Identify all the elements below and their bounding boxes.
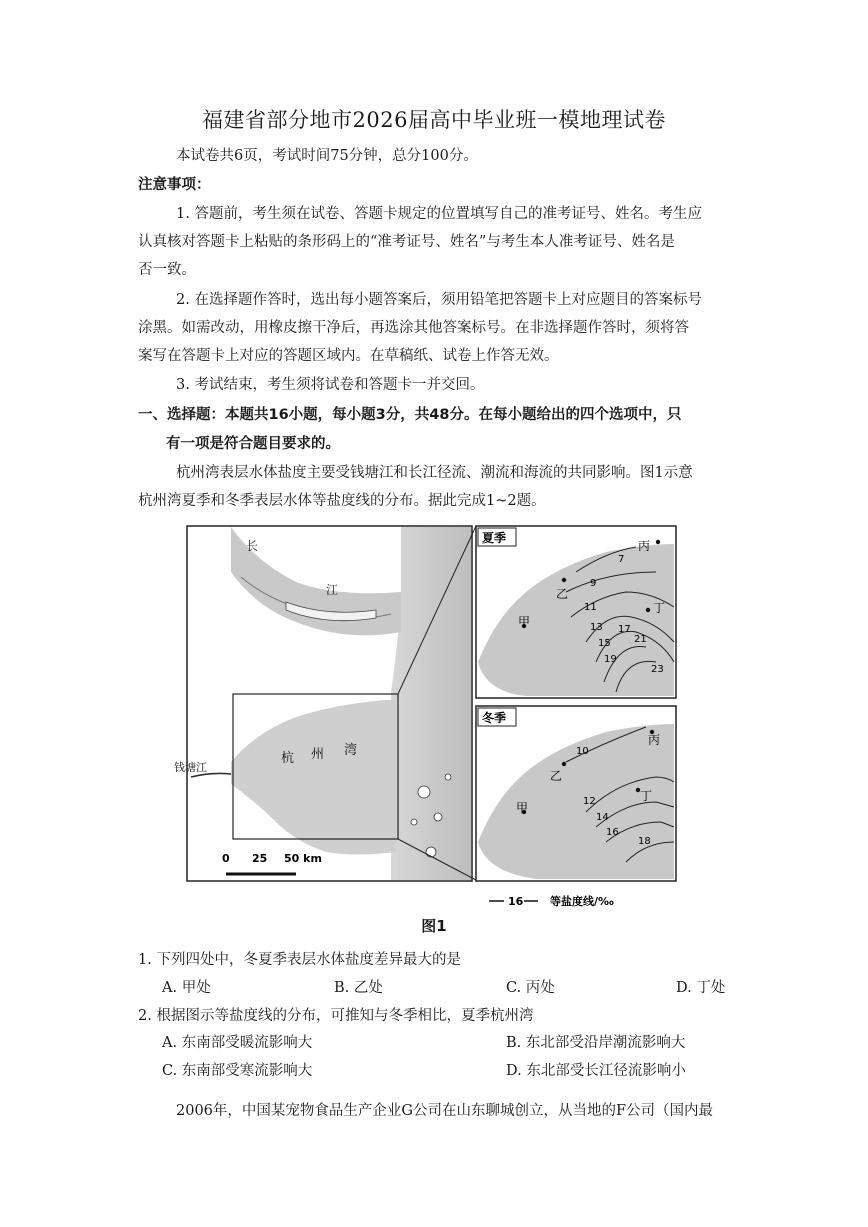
figure-caption: 图1 xyxy=(421,917,447,935)
label-jiang: 江 xyxy=(326,583,339,597)
winter-point-ding: 丁 xyxy=(640,789,653,803)
summer-iso-17: 17 xyxy=(618,624,631,635)
passage-line-2: 杭州湾夏季和冬季表层水体等盐度线的分布。据此完成1~2题。 xyxy=(138,493,546,509)
page-title: 福建省部分地市2026届高中毕业班一模地理试卷 xyxy=(202,108,666,132)
notice-2-line-3: 案写在答题卡上对应的答题区域内。在草稿纸、试卷上作答无效。 xyxy=(138,348,559,364)
summer-iso-7: 7 xyxy=(618,554,625,565)
winter-point-bing: 丙 xyxy=(648,733,661,747)
notice-heading: 注意事项： xyxy=(138,177,211,193)
scale-end: 50 km xyxy=(284,852,322,865)
summer-iso-15: 15 xyxy=(598,638,611,649)
notice-3: 3. 考试结束，考生须将试卷和答题卡一并交回。 xyxy=(176,377,485,393)
notice-2-line-2: 涂黑。如需改动，用橡皮擦干净后，再选涂其他答案标号。在非选择题作答时，须将答 xyxy=(138,320,689,336)
section-heading-line-1: 一、选择题：本题共16小题，每小题3分，共48分。在每小题给出的四个选项中，只 xyxy=(138,407,682,423)
winter-panel xyxy=(476,706,676,881)
summer-iso-11: 11 xyxy=(584,602,597,613)
winter-label: 冬季 xyxy=(482,711,507,725)
section-heading-line-2: 有一项是符合题目要求的。 xyxy=(166,436,340,452)
q1-option-d: D. 丁处 xyxy=(676,980,726,996)
winter-point-jia: 甲 xyxy=(516,801,529,815)
q1-option-a: A. 甲处 xyxy=(162,980,211,996)
next-passage: 2006年，中国某宠物食品生产企业G公司在山东聊城创立，从当地的F公司（国内最 xyxy=(176,1103,714,1119)
summer-iso-23: 23 xyxy=(651,664,664,675)
q2-option-c: C. 东南部受寒流影响大 xyxy=(162,1063,313,1079)
label-hang: 杭 xyxy=(281,751,295,766)
salinity-map-figure xyxy=(174,522,686,912)
winter-iso-18: 18 xyxy=(638,836,651,847)
summer-panel xyxy=(476,526,676,698)
label-wan: 湾 xyxy=(344,743,358,758)
winter-iso-12: 12 xyxy=(583,796,596,807)
summer-point-jia: 甲 xyxy=(518,615,531,629)
q1-option-b: B. 乙处 xyxy=(334,980,383,996)
summer-label: 夏季 xyxy=(482,531,507,545)
summer-point-ding: 丁 xyxy=(653,601,666,615)
salinity-map xyxy=(174,522,686,912)
summer-point-bing: 丙 xyxy=(638,539,651,553)
summer-iso-21: 21 xyxy=(634,634,647,645)
notice-1-line-2: 认真核对答题卡上粘贴的条形码上的“准考证号、姓名”与考生本人准考证号、姓名是 xyxy=(138,234,675,250)
q1-stem: 1. 下列四处中，冬夏季表层水体盐度差异最大的是 xyxy=(138,952,461,968)
winter-iso-16: 16 xyxy=(606,827,619,838)
scale-mid: 25 xyxy=(252,852,268,865)
summer-iso-19: 19 xyxy=(604,654,617,665)
summer-point-yi: 乙 xyxy=(556,587,569,601)
winter-point-yi: 乙 xyxy=(550,769,563,783)
summer-iso-9: 9 xyxy=(590,578,597,589)
notice-2-line-1: 2. 在选择题作答时，选出每小题答案后，须用铅笔把答题卡上对应题目的答案标号 xyxy=(176,292,702,308)
notice-1-line-3: 否一致。 xyxy=(138,262,196,278)
q2-option-b: B. 东北部受沿岸潮流影响大 xyxy=(506,1035,686,1051)
passage-line-1: 杭州湾表层水体盐度主要受钱塘江和长江径流、潮流和海流的共同影响。图1示意 xyxy=(176,465,693,481)
winter-iso-14: 14 xyxy=(596,812,609,823)
exam-intro: 本试卷共6页，考试时间75分钟，总分100分。 xyxy=(176,148,478,164)
label-zhou: 州 xyxy=(311,747,325,762)
legend-text: 等盐度线/‰ xyxy=(550,895,614,908)
q2-option-d: D. 东北部受长江径流影响小 xyxy=(506,1063,686,1079)
summer-iso-13: 13 xyxy=(590,622,603,633)
q2-stem: 2. 根据图示等盐度线的分布，可推知与冬季相比，夏季杭州湾 xyxy=(138,1008,534,1024)
winter-iso-10: 10 xyxy=(576,746,589,757)
scale-zero: 0 xyxy=(222,852,230,865)
legend-value: 16 xyxy=(508,895,524,908)
label-qiantangjiang: 钱塘江 xyxy=(174,761,207,774)
sea-area xyxy=(391,527,471,880)
q2-option-a: A. 东南部受暖流影响大 xyxy=(162,1035,313,1051)
q1-option-c: C. 丙处 xyxy=(506,980,555,996)
label-chang: 长 xyxy=(246,539,259,553)
notice-1-line-1: 1. 答题前，考生须在试卷、答题卡规定的位置填写自己的准考证号、姓名。考生应 xyxy=(176,206,702,222)
